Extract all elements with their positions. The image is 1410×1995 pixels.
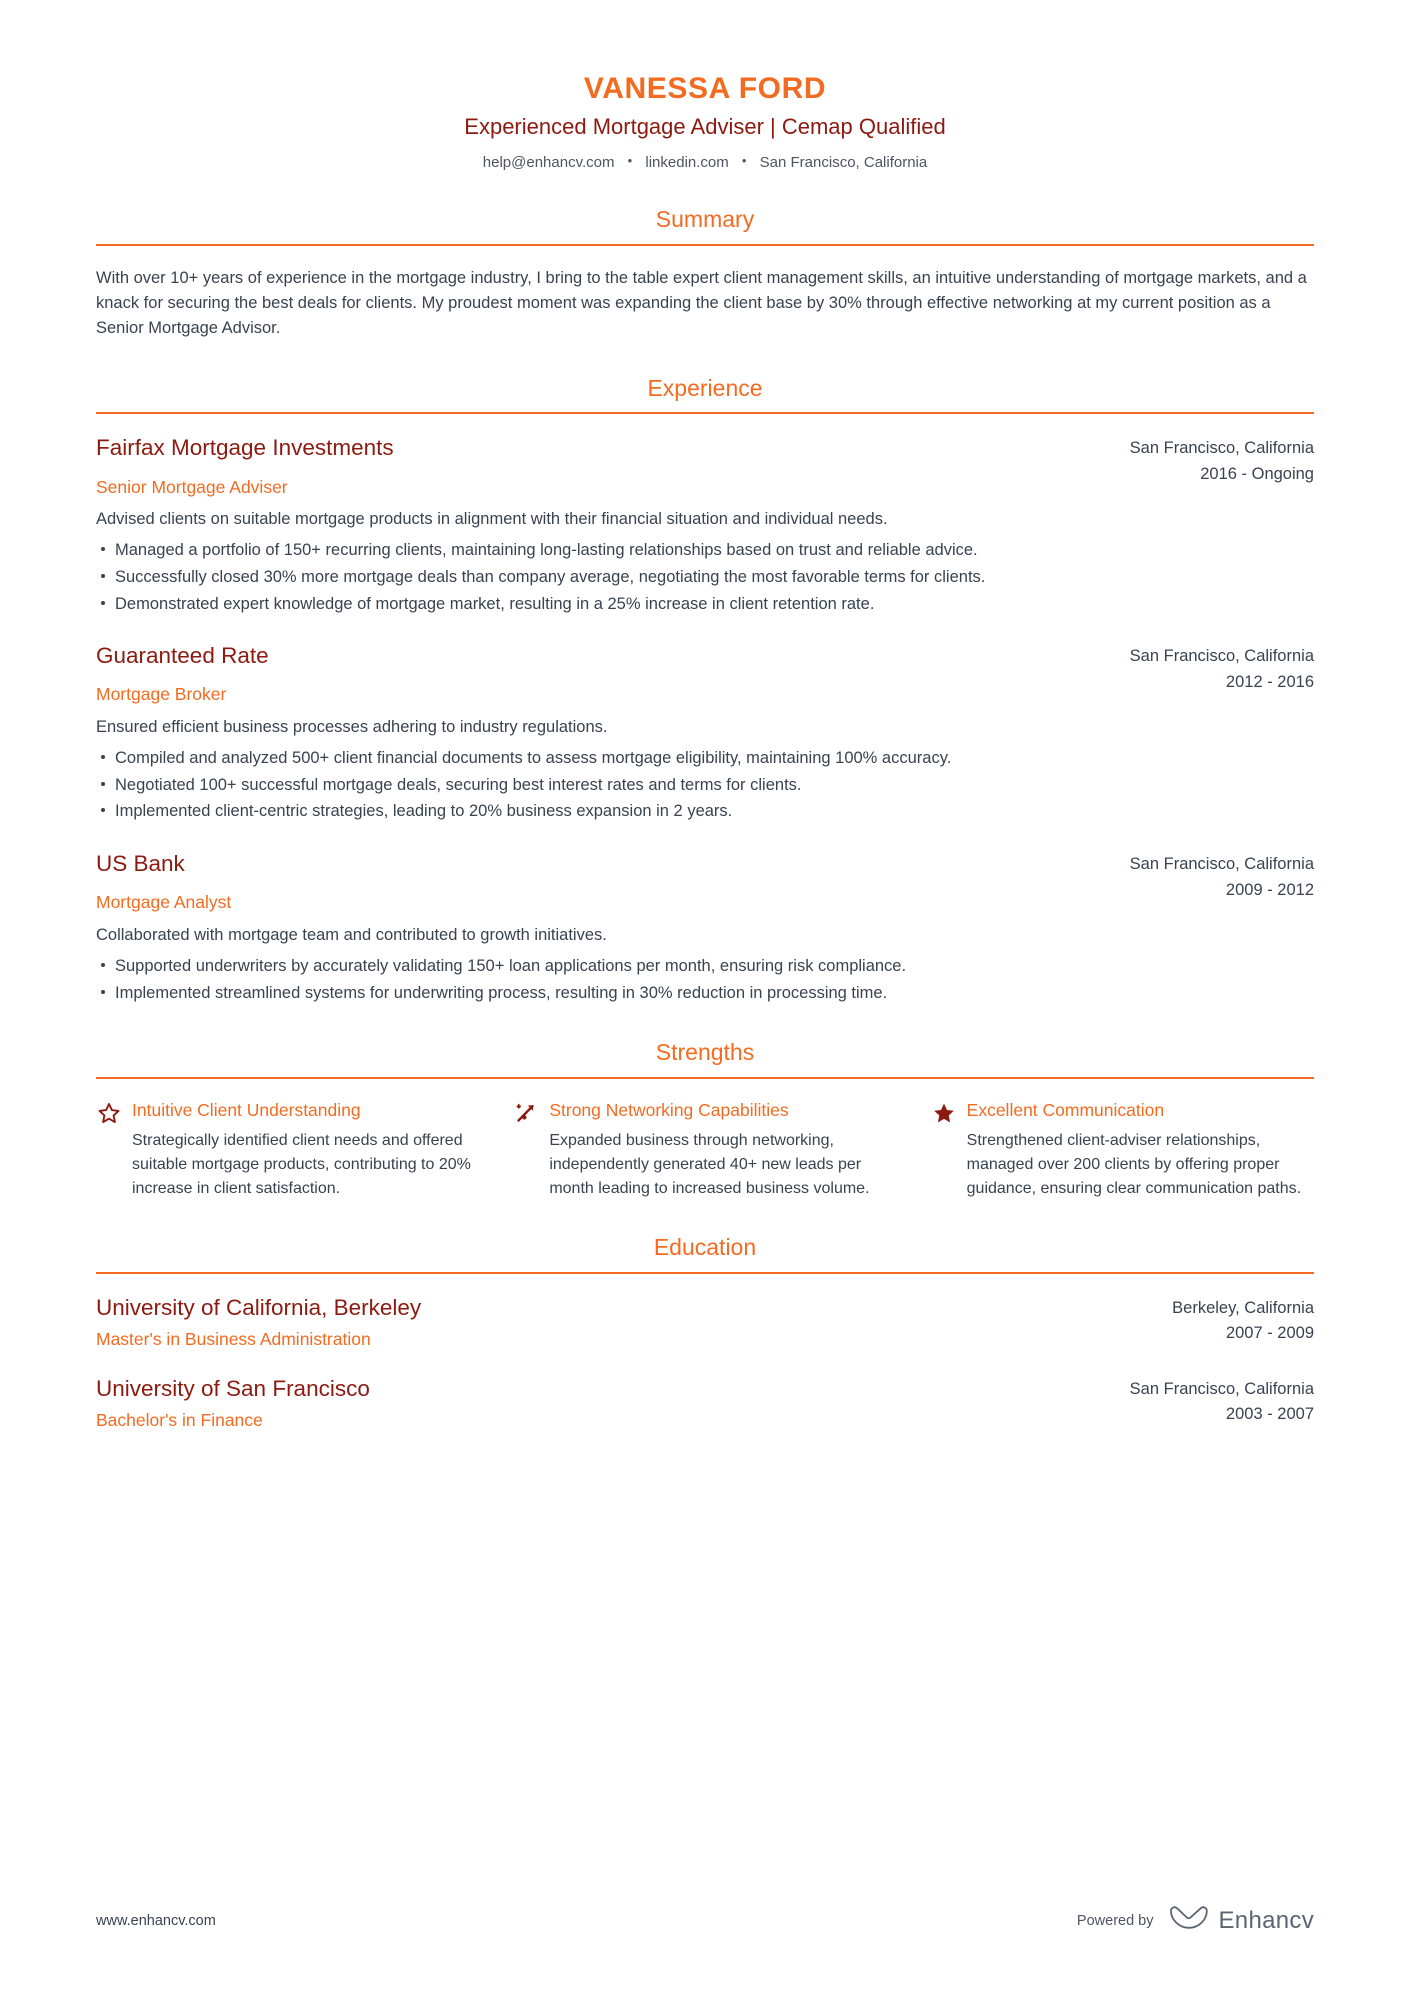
education-entry-head — [96, 1375, 1314, 1432]
section-title-experience: Experience — [647, 374, 763, 401]
experience-entry — [96, 850, 1314, 1005]
candidate-headline: Experienced Mortgage Adviser | Cemap Qualified — [464, 114, 946, 139]
experience-role: Senior Mortgage Adviser — [96, 476, 288, 497]
experience-role: Mortgage Broker — [96, 684, 227, 705]
education-entry-left — [96, 1294, 1129, 1351]
enhancv-logo-icon — [1168, 1904, 1210, 1937]
powered-by-label: Powered by — [1076, 1912, 1154, 1929]
strength-item — [513, 1099, 896, 1200]
experience-dates: 2009 - 2012 — [1225, 880, 1314, 899]
education-entry-left — [96, 1375, 1129, 1432]
section-summary — [96, 206, 1314, 341]
resume-header — [96, 0, 1314, 172]
experience-entry-meta — [1129, 642, 1314, 693]
experience-summary: Collaborated with mortgage team and contributed to growth initiatives. — [96, 926, 607, 945]
experience-bullet: Managed a portfolio of 150+ recurring clients, maintaining long-lasting relationships based on trust and reliable advice. — [96, 538, 1314, 563]
experience-entry-head — [96, 850, 1314, 923]
section-title-strengths: Strengths — [655, 1039, 755, 1066]
experience-location: San Francisco, California — [1129, 855, 1314, 874]
experience-bullet: Supported underwriters by accurately validating 150+ loan applications per month, ensuring risk compliance. — [96, 954, 1314, 979]
star-filled-icon — [931, 1100, 957, 1126]
experience-location: San Francisco, California — [1129, 647, 1314, 666]
education-location: Berkeley, California — [1172, 1298, 1314, 1317]
section-experience — [96, 375, 1314, 1005]
contact-location: San Francisco, California — [759, 153, 928, 171]
education-entry — [96, 1375, 1314, 1432]
experience-bullets — [96, 538, 1314, 616]
experience-entry-left — [96, 850, 1129, 923]
experience-bullet: Implemented streamlined systems for underwriting process, resulting in 30% reduction in processing time. — [96, 981, 1314, 1006]
experience-entry — [96, 642, 1314, 824]
strength-item — [96, 1099, 479, 1200]
experience-entry-head — [96, 642, 1314, 715]
section-strengths — [96, 1039, 1314, 1200]
section-divider — [96, 1077, 1314, 1079]
experience-bullet: Successfully closed 30% more mortgage deals than company average, negotiating the most favorable terms for clients. — [96, 565, 1314, 590]
contact-line — [96, 153, 1314, 173]
enhancv-brand-name: Enhancv — [1218, 1906, 1314, 1934]
strength-description: Expanded business through networking, independently generated 40+ new leads per month leading to increased business volume. — [549, 1132, 870, 1197]
candidate-name: VANESSA FORD — [583, 72, 827, 105]
contact-separator-dot-icon: • — [627, 152, 633, 168]
experience-company: Guaranteed Rate — [96, 643, 269, 669]
strength-item — [931, 1099, 1314, 1200]
strength-title: Strong Networking Capabilities — [549, 1099, 789, 1120]
experience-entry-meta — [1129, 850, 1314, 901]
experience-entry — [96, 434, 1314, 616]
strength-title: Excellent Communication — [966, 1099, 1165, 1120]
experience-bullet: Compiled and analyzed 500+ client financial documents to assess mortgage eligibility, maintaining 100% accuracy. — [96, 746, 1314, 771]
section-title-education: Education — [653, 1234, 757, 1261]
education-degree: Bachelor's in Finance — [96, 1409, 263, 1430]
strength-body — [132, 1099, 479, 1200]
star-outline-icon — [96, 1100, 122, 1126]
experience-role: Mortgage Analyst — [96, 892, 232, 913]
strength-title: Intuitive Client Understanding — [132, 1099, 361, 1120]
resume-footer — [96, 1904, 1314, 1937]
education-degree: Master's in Business Administration — [96, 1329, 371, 1350]
experience-entry-head — [96, 434, 1314, 507]
experience-bullet: Demonstrated expert knowledge of mortgage market, resulting in a 25% increase in client retention rate. — [96, 592, 1314, 617]
education-school: University of San Francisco — [96, 1375, 370, 1401]
summary-text: With over 10+ years of experience in the mortgage industry, I bring to the table expert client management skills, an intuitive understanding of mortgage markets, and a knack for securing the best deals for clients. My proudest moment was expanding the client base by 30% through effective networking at my current position as a Senior Mortgage Advisor. — [96, 268, 1307, 337]
experience-summary: Advised clients on suitable mortgage products in alignment with their financial situation and individual needs. — [96, 510, 888, 529]
education-location: San Francisco, California — [1129, 1379, 1314, 1398]
experience-company: Fairfax Mortgage Investments — [96, 435, 394, 461]
experience-entry-meta — [1129, 434, 1314, 485]
education-dates: 2003 - 2007 — [1225, 1405, 1314, 1424]
contact-email[interactable]: help@enhancv.com — [482, 153, 615, 171]
footer-brand-area — [1077, 1904, 1314, 1937]
strength-description: Strategically identified client needs and offered suitable mortgage products, contributing to 20% increase in client satisfaction. — [132, 1132, 471, 1197]
experience-bullets — [96, 746, 1314, 824]
education-entry — [96, 1294, 1314, 1351]
footer-website-link[interactable]: www.enhancv.com — [96, 1912, 216, 1929]
strength-body — [967, 1099, 1314, 1200]
experience-location: San Francisco, California — [1129, 439, 1314, 458]
experience-dates: 2012 - 2016 — [1225, 672, 1314, 691]
experience-company: US Bank — [96, 851, 185, 877]
strength-description: Strengthened client-adviser relationships, managed over 200 clients by offering proper guidance, ensuring clear communication paths. — [966, 1132, 1302, 1197]
education-school: University of California, Berkeley — [96, 1294, 422, 1320]
section-divider — [96, 412, 1314, 414]
experience-bullet: Implemented client-centric strategies, leading to 20% business expansion in 2 years. — [96, 799, 1314, 824]
education-entry-meta — [1129, 1294, 1314, 1345]
experience-summary: Ensured efficient business processes adhering to industry regulations. — [96, 718, 608, 737]
education-dates: 2007 - 2009 — [1225, 1324, 1314, 1343]
experience-bullets — [96, 954, 1314, 1006]
enhancv-brand — [1168, 1904, 1315, 1937]
education-entry-head — [96, 1294, 1314, 1351]
experience-bullet: Negotiated 100+ successful mortgage deals, securing best interest rates and terms for clients. — [96, 773, 1314, 798]
strengths-grid — [96, 1099, 1314, 1200]
section-title-summary: Summary — [655, 206, 755, 232]
section-divider — [96, 1272, 1314, 1274]
section-divider — [96, 244, 1314, 246]
experience-entry-left — [96, 434, 1129, 507]
section-education — [96, 1234, 1314, 1431]
education-entry-meta — [1129, 1375, 1314, 1426]
strength-body — [549, 1099, 896, 1200]
experience-entry-left — [96, 642, 1129, 715]
rocket-arrow-icon — [513, 1100, 539, 1126]
contact-separator-dot-icon: • — [741, 152, 747, 168]
experience-dates: 2016 - Ongoing — [1200, 464, 1314, 483]
contact-linkedin[interactable]: linkedin.com — [645, 153, 729, 171]
